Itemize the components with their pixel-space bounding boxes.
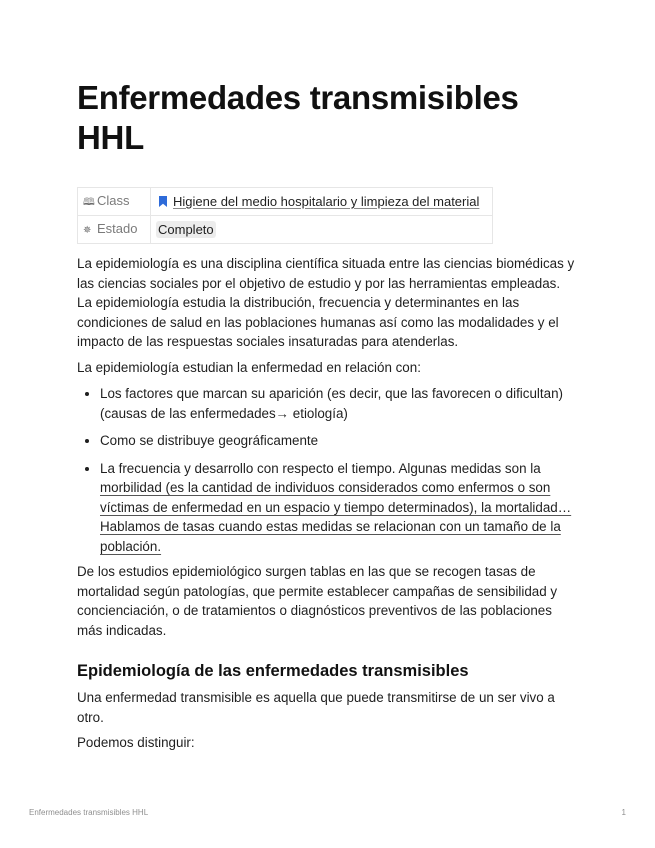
underlined-text: morbilidad (es la cantidad de individuos considerados como enfermos o son víctimas de enfermedad en un espacio y tiempo determinados), la mortalidad… Hablamos de tasas cuando estas medidas se relacionan con un tamaño de la población. [100, 480, 572, 554]
property-key-class [78, 188, 151, 216]
properties-table [77, 187, 493, 244]
footer-title: Enfermedades transmisibles HHL [29, 808, 149, 817]
loading-icon: ✵ [83, 225, 92, 236]
list-item: • Los factores que marcan su aparición (es decir, que las favorecen o dificultan) (causas de las enfermedades→ etiología) [100, 384, 577, 423]
property-key-status [78, 216, 151, 244]
paragraph-relation: La epidemiología estudian la enfermedad en relación con: [77, 359, 421, 375]
page-number: 1 [621, 808, 626, 817]
status-badge[interactable]: Completo [158, 222, 214, 237]
list-item: • Como se distribuye geográficamente [100, 431, 577, 451]
list-item [100, 459, 577, 557]
property-row-status [78, 216, 493, 244]
list-item-text: La frecuencia y desarrollo con respecto el tiempo. Algunas medidas son la [100, 460, 541, 476]
status-label: Estado [97, 221, 138, 236]
property-value-class [151, 188, 493, 216]
bookmark-icon [159, 196, 167, 207]
document-body [77, 78, 577, 753]
property-row-class [78, 188, 493, 216]
title-line-2: HHL [77, 119, 144, 156]
bullet-list [77, 384, 577, 556]
class-link[interactable]: Higiene del medio hospitalario y limpieza del material [173, 194, 480, 209]
page-title [77, 78, 577, 158]
paragraph-intro: La epidemiología es una disciplina científica situada entre las ciencias biomédicas y las ciencias sociales por el objetivo de estudio y por las herramientas empleadas. La epidemiología estudia la distribución, frecuencia y determinantes en las condiciones de salud en las poblaciones humanas así como las modalidades y el impacto de las respuestas sociales insaturadas para atenderlas. [77, 256, 575, 349]
title-line-1: Enfermedades transmisibles [77, 79, 519, 116]
paragraph-studies: De los estudios epidemiológico surgen tablas en las que se recogen tasas de mortalidad según patologías, que permite establecer campañas de sensibilidad y concienciación, o de tratamientos o diagnósticos preventivos de las poblaciones más indicadas. [77, 564, 558, 638]
paragraph-definition: Una enfermedad transmisible es aquella que puede transmitirse de un ser vivo a otro. [77, 690, 555, 725]
class-label: Class [97, 193, 130, 208]
property-value-status [151, 216, 493, 244]
section-heading: Epidemiología de las enfermedades transmisibles [77, 662, 469, 680]
book-icon: 🕮 [83, 197, 95, 208]
paragraph-distinguish: Podemos distinguir: [77, 735, 195, 750]
